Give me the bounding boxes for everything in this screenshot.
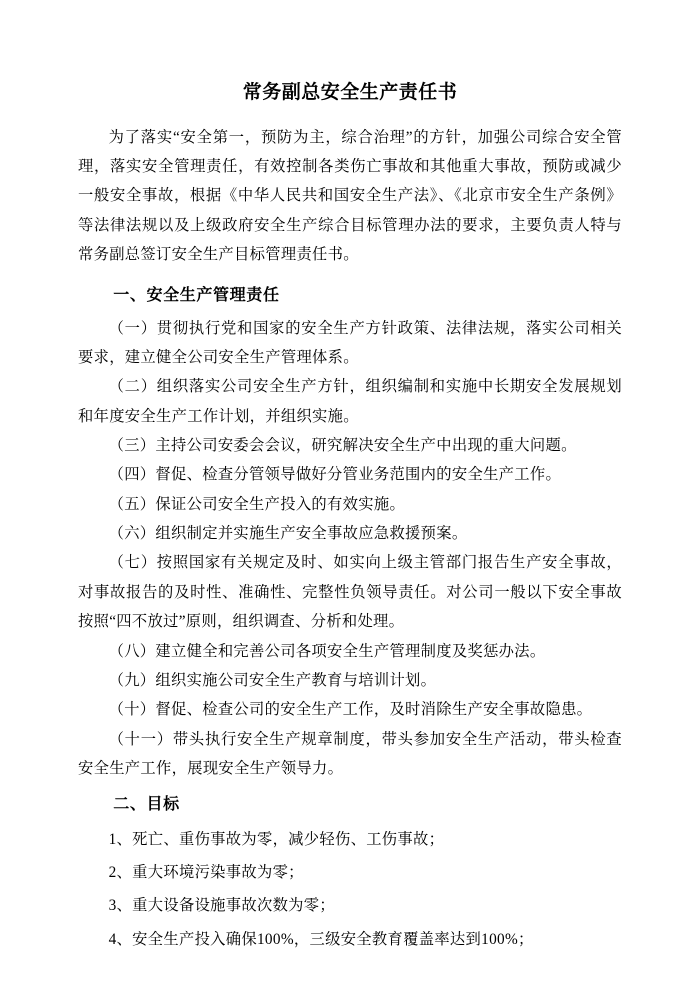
spacer [78,270,622,274]
list-item: （五）保证公司安全生产投入的有效实施。 [108,495,406,513]
list-item: （九）组织实施公司安全生产教育与培训计划。 [108,671,437,689]
section-heading-responsibilities: 一、安全生产管理责任 [113,287,280,305]
list-item: 2、重大环境污染事故为零； [108,863,304,881]
list-item: （七）按照国家有关规定及时、如实向上级主管部门报告生产安全事故，对事故报告的及时性、准确性、完整性负领导责任。对公司一般以下安全事故按照“四不放过”原则，组织调查、分析和处理。 [78,554,622,631]
page-title: 常务副总安全生产责任书 [242,82,458,103]
list-item: （四）督促、检查分管领导做好分管业务范围内的安全生产工作。 [108,466,562,484]
intro-paragraph: 为了落实“安全第一，预防为主，综合治理”的方针，加强公司综合安全管理，落实安全管理责任，有效控制各类伤亡事故和其他重大事故，预防或减少一般安全事故，根据《中华人民共和国安全生产法》、《北京市安全生产条例》等法律法规以及上级政府安全生产综合目标管理办法的要求，主要负责人特与常务副总签订安全生产目标管理责任书。 [78,128,622,264]
list-item: 4、安全生产投入确保100%，三级安全教育覆盖率达到100%； [108,930,534,948]
list-item: （八）建立健全和完善公司各项安全生产管理制度及奖惩办法。 [108,642,546,660]
list-item: 3、重大设备设施事故次数为零； [108,897,335,915]
list-item: （六）组织制定并实施生产安全事故应急救援预案。 [108,525,468,543]
list-item: （十）督促、检查公司的安全生产工作，及时消除生产安全事故隐患。 [108,701,593,719]
list-item: （十一）带头执行安全生产规章制度，带头参加安全生产活动，带头检查安全生产工作，展现安全生产领导力。 [78,730,622,777]
list-item: （一）贯彻执行党和国家的安全生产方针政策、法律法规，落实公司相关要求，建立健全公司安全生产管理体系。 [78,319,622,366]
list-item: 1、死亡、重伤事故为零，减少轻伤、工伤事故； [108,830,445,848]
list-item: （二）组织落实公司安全生产方针，组织编制和实施中长期安全发展规划和年度安全生产工作计划，并组织实施。 [78,378,622,425]
list-item: （三）主持公司安委会会议，研究解决安全生产中出现的重大问题。 [108,437,577,455]
section-heading-goals: 二、目标 [113,796,180,814]
